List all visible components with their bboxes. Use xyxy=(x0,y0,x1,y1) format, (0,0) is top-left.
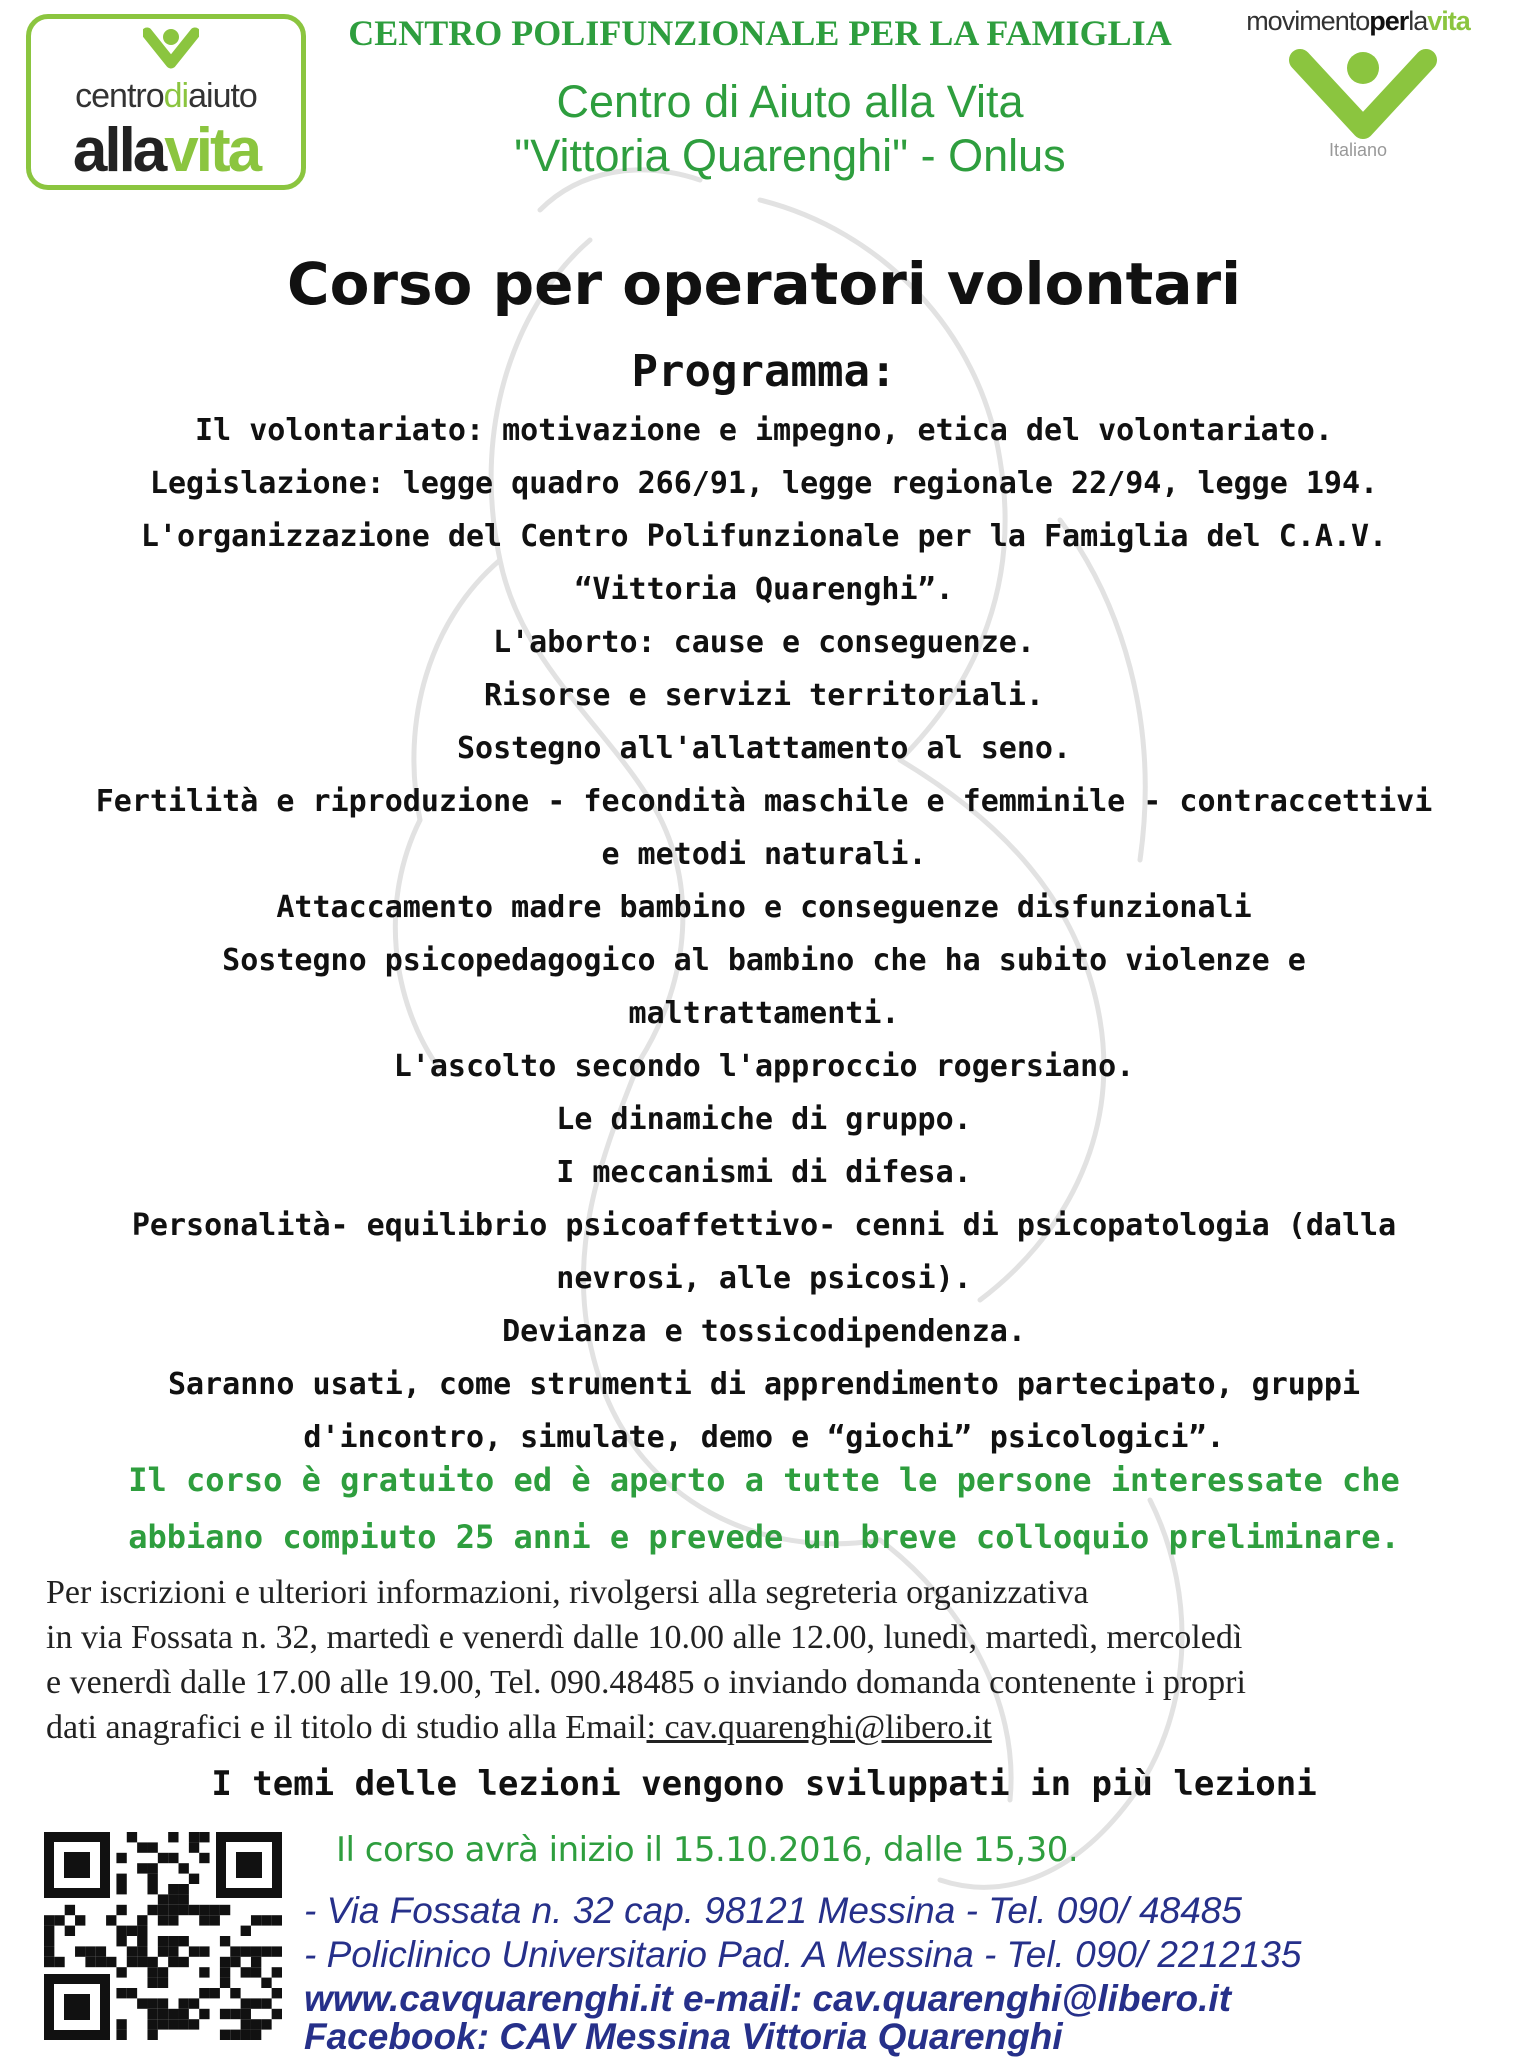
qr-module xyxy=(220,2009,230,2019)
qr-module xyxy=(210,1905,220,1915)
program-line: maltrattamenti. xyxy=(628,996,900,1031)
logo-right-caption: Italiano xyxy=(1328,140,1388,160)
program-line: Legislazione: legge quadro 266/91, legge regionale 22/94, legge 194. xyxy=(149,466,1379,501)
info-email-link[interactable]: : cav.quarenghi@libero.it xyxy=(646,1709,992,1746)
qr-module xyxy=(251,2030,261,2040)
info-line: e venerdì dalle 17.00 alle 19.00, Tel. 090.48485 o inviando domanda contenente i propri xyxy=(46,1664,1246,1701)
qr-module xyxy=(261,1998,271,2008)
qr-module xyxy=(116,2030,126,2040)
logo-right-wordmark: movimentoperlavita xyxy=(1246,6,1470,36)
qr-module xyxy=(251,1946,261,1956)
qr-module xyxy=(220,1967,230,1977)
qr-module xyxy=(127,1926,137,1936)
contact-web-email[interactable]: www.cavquarenghi.it e-mail: cav.quarenghi@libero.it xyxy=(304,1978,1232,2019)
org-title: CENTRO POLIFUNZIONALE PER LA FAMIGLIA xyxy=(348,13,1172,53)
qr-module xyxy=(261,1946,271,1956)
qr-module xyxy=(272,2009,282,2019)
qr-module xyxy=(199,1988,209,1998)
program-line: L'organizzazione del Centro Polifunzionale per la Famiglia del C.A.V. xyxy=(140,519,1388,554)
qr-module xyxy=(44,1915,54,1925)
logo-left-line1: centrodiaiuto xyxy=(75,77,257,115)
qr-module xyxy=(210,1915,220,1925)
qr-module xyxy=(127,1957,137,1967)
qr-module xyxy=(241,2019,251,2029)
qr-module xyxy=(272,1946,282,1956)
qr-module xyxy=(75,1946,85,1956)
qr-module xyxy=(147,1863,157,1873)
qr-module xyxy=(44,1926,54,1936)
qr-module xyxy=(168,1957,178,1967)
qr-module xyxy=(179,1905,189,1915)
qr-module xyxy=(220,2030,230,2040)
qr-module xyxy=(158,2009,168,2019)
qr-module xyxy=(106,1957,116,1967)
program-line: Sostegno all'allattamento al seno. xyxy=(456,731,1072,766)
free-course-note-line: abbiano compiuto 25 anni e prevede un breve colloquio preliminare. xyxy=(128,1518,1400,1556)
qr-module xyxy=(116,2019,126,2029)
qr-module xyxy=(85,1946,95,1956)
qr-module xyxy=(147,1998,157,2008)
qr-module xyxy=(116,1853,126,1863)
qr-module xyxy=(189,1998,199,2008)
qr-module xyxy=(168,1853,178,1863)
qr-module xyxy=(261,1978,271,1988)
qr-module xyxy=(44,1957,54,1967)
qr-module xyxy=(251,1967,261,1977)
qr-module xyxy=(65,1905,75,1915)
qr-module xyxy=(147,2009,157,2019)
qr-module xyxy=(137,1957,147,1967)
qr-module xyxy=(147,1884,157,1894)
qr-module xyxy=(241,1946,251,1956)
qr-module xyxy=(168,1832,178,1842)
qr-module xyxy=(158,1978,168,1988)
qr-module xyxy=(147,1957,157,1967)
program-line: Risorse e servizi territoriali. xyxy=(484,678,1044,713)
qr-module xyxy=(199,1905,209,1915)
info-line-prefix: dati anagrafici e il titolo di studio alla Email xyxy=(46,1709,647,1746)
program-line: d'incontro, simulate, demo e “giochi” psicologici”. xyxy=(303,1420,1225,1455)
qr-module xyxy=(230,1988,240,1998)
qr-module xyxy=(54,1915,64,1925)
qr-module xyxy=(147,1967,157,1977)
qr-module xyxy=(158,1936,168,1946)
qr-module xyxy=(199,1946,209,1956)
qr-module xyxy=(158,1853,168,1863)
movimento-per-la-vita-logo xyxy=(1208,0,1508,180)
free-course-note-line: Il corso è gratuito ed è aperto a tutte le persone interessate che xyxy=(128,1461,1400,1499)
program-heading: Programma: xyxy=(631,346,897,397)
program-line: Saranno usati, come strumenti di apprendimento partecipato, gruppi xyxy=(167,1367,1361,1402)
qr-module xyxy=(137,1915,147,1925)
qr-module xyxy=(189,1832,199,1842)
qr-module xyxy=(168,1884,178,1894)
contact-address-2: - Policlinico Universitario Pad. A Messina - Tel. 090/ 2212135 xyxy=(304,1934,1302,1975)
qr-module xyxy=(137,1842,147,1852)
qr-module xyxy=(168,1915,178,1925)
qr-module xyxy=(168,2009,178,2019)
qr-module xyxy=(137,1926,147,1936)
program-line: “Vittoria Quarenghi”. xyxy=(574,572,954,607)
qr-module xyxy=(116,1967,126,1977)
qr-module xyxy=(272,1967,282,1977)
qr-module xyxy=(85,1957,95,1967)
qr-module xyxy=(116,1926,126,1936)
free-course-note xyxy=(40,1452,1488,1566)
qr-module xyxy=(261,2019,271,2029)
qr-module xyxy=(116,1884,126,1894)
qr-module xyxy=(168,1905,178,1915)
program-line: Fertilità e riproduzione - fecondità maschile e femminile - contraccettivi xyxy=(95,784,1433,819)
qr-module xyxy=(189,1905,199,1915)
qr-module xyxy=(127,1832,137,1842)
qr-module xyxy=(220,1936,230,1946)
qr-module xyxy=(96,1957,106,1967)
course-start-date: Il corso avrà inizio il 15.10.2016, dalle 15,30. xyxy=(336,1830,1079,1870)
program-line: Sostegno psicopedagogico al bambino che ha subito violenze e xyxy=(222,943,1306,978)
qr-module xyxy=(220,1957,230,1967)
qr-module xyxy=(179,1894,189,1904)
qr-module xyxy=(199,1832,209,1842)
qr-module xyxy=(44,1936,54,1946)
logo-figure-icon xyxy=(143,23,199,71)
qr-code[interactable] xyxy=(44,1832,282,2040)
qr-module xyxy=(158,1905,168,1915)
logo-left-line2: allavita xyxy=(72,116,260,185)
program-line: L'ascolto secondo l'approccio rogersiano. xyxy=(393,1049,1135,1084)
program-list xyxy=(40,404,1488,1464)
program-line: e metodi naturali. xyxy=(601,837,927,872)
qr-module xyxy=(168,1936,178,1946)
contact-facebook[interactable]: Facebook: CAV Messina Vittoria Quarenghi xyxy=(304,2016,1063,2057)
qr-module xyxy=(241,2009,251,2019)
qr-module xyxy=(147,1842,157,1852)
qr-module xyxy=(147,1978,157,1988)
program-line: Personalità- equilibrio psicoaffettivo- cenni di psicopatologia (dalla xyxy=(131,1208,1397,1243)
qr-module xyxy=(199,1967,209,1977)
qr-module xyxy=(241,1926,251,1936)
logo-heart-figure-icon xyxy=(1288,44,1438,140)
qr-module xyxy=(158,1894,168,1904)
qr-module xyxy=(147,1874,157,1884)
qr-module xyxy=(168,2019,178,2029)
qr-module xyxy=(251,1957,261,1967)
qr-module xyxy=(230,1957,240,1967)
program-line: I meccanismi di difesa. xyxy=(556,1155,972,1190)
qr-module xyxy=(54,1957,64,1967)
qr-module xyxy=(241,1998,251,2008)
qr-module xyxy=(241,1967,251,1977)
qr-module xyxy=(158,1967,168,1977)
lessons-note: I temi delle lezioni vengono sviluppati in più lezioni xyxy=(211,1764,1317,1804)
contact-address-1: - Via Fossata n. 32 cap. 98121 Messina - Tel. 090/ 48485 xyxy=(304,1890,1242,1931)
qr-module xyxy=(179,1998,189,2008)
qr-module xyxy=(251,1998,261,2008)
qr-module xyxy=(272,1988,282,1998)
qr-module xyxy=(199,2009,209,2019)
qr-module xyxy=(220,1905,230,1915)
qr-module xyxy=(189,1874,199,1884)
qr-module xyxy=(261,1915,271,1925)
qr-module xyxy=(147,2030,157,2040)
registration-info xyxy=(46,1570,1496,1750)
qr-module xyxy=(251,2019,261,2029)
program-line: L'aborto: cause e conseguenze. xyxy=(493,625,1035,660)
qr-module xyxy=(230,1946,240,1956)
qr-module xyxy=(230,2030,240,2040)
qr-module xyxy=(158,1915,168,1925)
qr-module xyxy=(220,1978,230,1988)
qr-module xyxy=(230,2009,240,2019)
program-line: Le dinamiche di gruppo. xyxy=(556,1102,972,1137)
qr-module xyxy=(179,2019,189,2029)
qr-module xyxy=(127,1946,137,1956)
qr-module xyxy=(137,1936,147,1946)
qr-module xyxy=(158,1946,168,1956)
program-line: Attaccamento madre bambino e conseguenze disfunzionali xyxy=(276,890,1252,925)
qr-module xyxy=(137,1863,147,1873)
qr-module xyxy=(116,1936,126,1946)
qr-module xyxy=(241,2030,251,2040)
qr-module xyxy=(272,1915,282,1925)
qr-module xyxy=(210,1988,220,1998)
centro-aiuto-vita-logo xyxy=(26,14,306,190)
subtitle-line2: "Vittoria Quarenghi" - Onlus xyxy=(514,130,1066,181)
qr-module xyxy=(75,1915,85,1925)
qr-module xyxy=(116,1874,126,1884)
qr-module xyxy=(106,1915,116,1925)
qr-module xyxy=(251,1915,261,1925)
info-line: in via Fossata n. 32, martedì e venerdì dalle 10.00 alle 12.00, lunedì, martedì, mercoledì xyxy=(46,1619,1243,1656)
qr-module xyxy=(65,1926,75,1936)
course-title: Corso per operatori volontari xyxy=(287,250,1241,318)
qr-module xyxy=(189,1946,199,1956)
qr-module xyxy=(179,1936,189,1946)
qr-module xyxy=(147,1905,157,1915)
qr-module xyxy=(137,1946,147,1956)
program-line: nevrosi, alle psicosi). xyxy=(556,1261,972,1296)
qr-module xyxy=(116,1988,126,1998)
qr-module xyxy=(127,1988,137,1998)
info-line: Per iscrizioni e ulteriori informazioni, rivolgersi alla segreteria organizzativa xyxy=(46,1574,1089,1611)
qr-module xyxy=(96,1946,106,1956)
qr-module xyxy=(168,1894,178,1904)
qr-module xyxy=(168,1946,178,1956)
qr-module xyxy=(199,1915,209,1925)
qr-module xyxy=(179,1863,189,1873)
qr-module xyxy=(179,2009,189,2019)
qr-module xyxy=(189,2019,199,2029)
qr-module xyxy=(179,1957,189,1967)
qr-module xyxy=(158,2019,168,2029)
qr-module xyxy=(116,1905,126,1915)
qr-module xyxy=(158,1998,168,2008)
program-line: Devianza e tossicodipendenza. xyxy=(502,1314,1026,1349)
qr-module xyxy=(189,1842,199,1852)
qr-module xyxy=(199,1853,209,1863)
subtitle-line1: Centro di Aiuto alla Vita xyxy=(556,76,1024,127)
program-line: Il volontariato: motivazione e impegno, etica del volontariato. xyxy=(195,413,1333,448)
qr-module xyxy=(147,2019,157,2029)
qr-module xyxy=(137,1998,147,2008)
qr-module xyxy=(179,1884,189,1894)
qr-module xyxy=(44,1946,54,1956)
info-line xyxy=(46,1705,1496,1750)
